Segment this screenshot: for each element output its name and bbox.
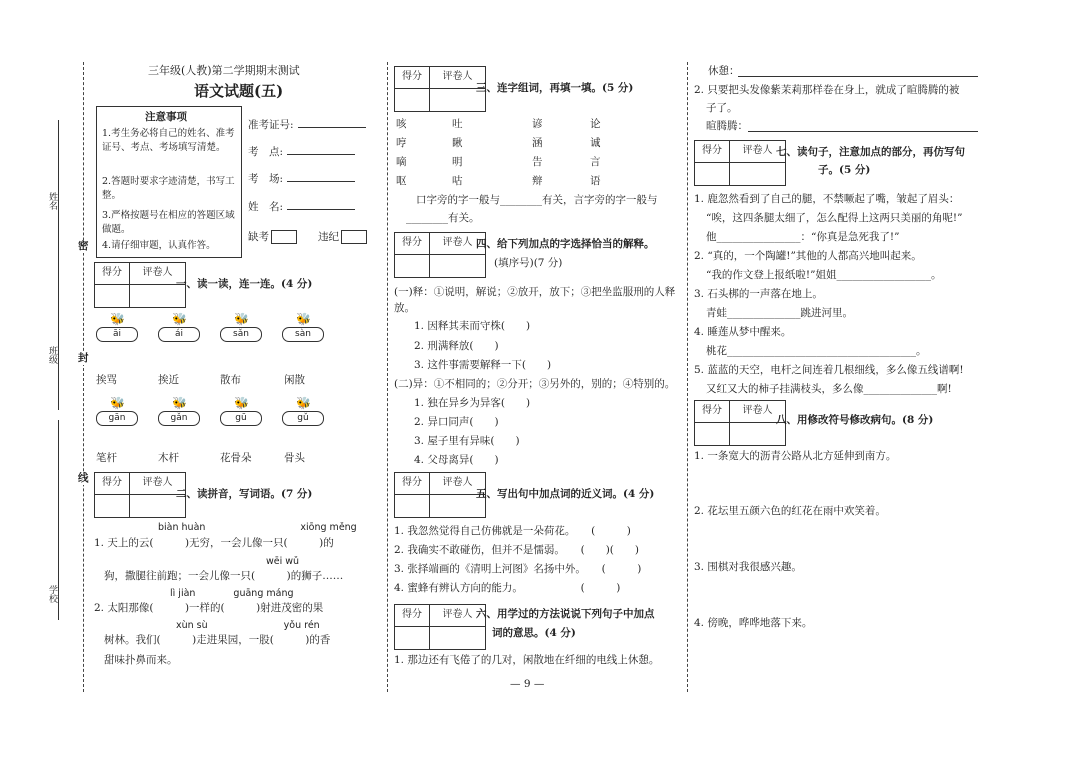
grader-label: 评卷人 <box>442 609 473 620</box>
q1-word-3[interactable]: 散布 <box>220 374 241 386</box>
binding-line-left <box>83 62 84 692</box>
q3-char[interactable]: 咕 <box>452 175 463 187</box>
q2-line-3[interactable]: 2. 太阳那像( )一样的( )射进茂密的果 <box>94 602 324 614</box>
column-divider-1 <box>387 62 388 692</box>
notice-item-3: 3.严格按题号在相应的答题区域做题。 <box>102 210 235 235</box>
q6-title-2: 词的意思。(4 分) <box>492 627 576 639</box>
q1-title: 一、读一读，连一连。(4 分) <box>176 278 313 290</box>
field-exam-id-label: 准考证号: <box>248 119 294 131</box>
score-box-q1 <box>94 262 186 308</box>
page-number: — 9 — <box>510 678 545 690</box>
q3-char[interactable]: 语 <box>590 175 601 187</box>
score-box-q5 <box>394 472 486 518</box>
q2-pinyin-2: wēi wǔ <box>266 556 300 567</box>
bee-pinyin-7[interactable] <box>220 396 260 426</box>
q8-item-3[interactable]: 3. 围棋对我很感兴趣。 <box>694 561 802 573</box>
score-box-q8 <box>694 400 786 446</box>
grader-label: 评卷人 <box>742 145 773 156</box>
margin-school-line <box>58 420 59 620</box>
pinyin-label: sǎn <box>220 327 262 342</box>
bee-icon: 🐝 <box>234 396 249 410</box>
q8-item-1[interactable]: 1. 一条宽大的沥青公路从北方延伸到南方。 <box>694 450 897 462</box>
q4-part2-item-1[interactable]: 1. 独在异乡为异客( ) <box>414 397 531 409</box>
q6-answer-label-2: 暄腾腾： <box>706 120 748 132</box>
bee-pinyin-1[interactable] <box>96 312 136 342</box>
pinyin-label: gān <box>96 411 138 426</box>
grader-label: 评卷人 <box>442 237 473 248</box>
field-name-label: 姓 名: <box>248 201 284 213</box>
bee-icon: 🐝 <box>172 396 187 410</box>
q5-item-2[interactable]: 2. 我确实不敢碰伤，但并不是懦弱。 ( )( ) <box>394 544 639 556</box>
bee-pinyin-4[interactable] <box>282 312 322 342</box>
q6-item-2-cont: 子了。 <box>706 102 738 114</box>
q5-item-4[interactable]: 4. 蜜蜂有辨认方向的能力。 ( ) <box>394 582 621 594</box>
score-label: 得分 <box>402 237 422 248</box>
q3-fill-line-1[interactable]: 口字旁的字一般与________有关，言字旁的字一般与 <box>416 194 658 206</box>
q2-line-2[interactable]: 狗，撒腿往前跑；一会儿像一只( )的狮子…… <box>104 570 344 582</box>
score-label: 得分 <box>702 145 722 156</box>
binding-mark-xian: 线 <box>78 472 89 484</box>
q7-title-2: 子。(5 分) <box>818 164 871 176</box>
binding-mark-mi: 密 <box>78 240 89 252</box>
q7-line-8: 4. 睡莲从梦中醒来。 <box>694 326 792 338</box>
score-box-q4 <box>394 232 486 278</box>
field-exam-room-blank[interactable] <box>287 170 355 182</box>
q7-line-5[interactable]: “我的作文登上报纸啦!”姐姐__________________。 <box>706 269 942 281</box>
violation-box[interactable] <box>341 230 367 244</box>
q7-line-4: 2. “真的，一个陶罐!”其他的人都高兴地叫起来。 <box>694 250 922 262</box>
notice-title: 注意事项 <box>145 111 187 123</box>
q3-char[interactable]: 告 <box>532 156 543 168</box>
q1-word-7[interactable]: 花骨朵 <box>220 452 252 464</box>
q3-char[interactable]: 谚 <box>532 118 543 130</box>
q7-line-3[interactable]: 他________________：“你真是急死我了!” <box>706 231 900 243</box>
pinyin-label: āi <box>96 327 138 342</box>
q7-line-9[interactable]: 桃花____________________________________。 <box>706 345 927 357</box>
q3-char[interactable]: 嘀 <box>396 156 407 168</box>
q7-line-1: 1. 鹿忽然看到了自己的腿，不禁噘起了嘴，皱起了眉头： <box>694 193 960 205</box>
violation-checkbox[interactable] <box>318 230 367 244</box>
notice-item-2: 2.答题时要求字迹清楚，书写工整。 <box>102 176 235 201</box>
q3-char[interactable]: 明 <box>452 156 463 168</box>
q7-line-10: 5. 蓝蓝的天空，电杆之间连着几根细线，多么像五线谱啊! <box>694 364 964 376</box>
margin-class-label: 班级 <box>47 346 57 364</box>
field-exam-room-label: 考 场: <box>248 173 284 185</box>
q3-char[interactable]: 呕 <box>396 175 407 187</box>
q6-item-1: 1. 那边还有飞倦了的几对，闲散地在纤细的电线上休憩。 <box>394 654 660 666</box>
q3-char[interactable]: 言 <box>590 156 601 168</box>
pinyin-label: gū <box>220 411 262 426</box>
q2-pinyin-1: biàn huàn xiōng měng <box>158 522 357 533</box>
field-exam-id[interactable] <box>248 116 366 132</box>
grader-label: 评卷人 <box>442 71 473 82</box>
q7-line-11[interactable]: 又红又大的柿子挂满枝头，多么像______________啊! <box>706 383 952 395</box>
q3-char[interactable]: 哼 <box>396 137 407 149</box>
bee-pinyin-6[interactable] <box>158 396 198 426</box>
q5-item-3[interactable]: 3. 张择端画的《清明上河图》名扬中外。 ( ) <box>394 563 642 575</box>
q1-word-5[interactable]: 笔杆 <box>96 452 117 464</box>
grader-label: 评卷人 <box>442 477 473 488</box>
q5-title: 五、写出句中加点词的近义词。(4 分) <box>476 488 655 500</box>
field-exam-site-label: 考 点: <box>248 146 284 158</box>
q3-char[interactable]: 辩 <box>532 175 543 187</box>
pinyin-label: gǎn <box>158 411 200 426</box>
q4-part2-item-3[interactable]: 3. 屋子里有异味( ) <box>414 435 520 447</box>
grader-label: 评卷人 <box>742 405 773 416</box>
q8-item-2[interactable]: 2. 花坛里五颜六色的红花在雨中欢笑着。 <box>694 505 886 517</box>
q6-title: 六、用学过的方法说说下列句子中加点 <box>476 608 655 620</box>
score-label: 得分 <box>702 405 722 416</box>
pinyin-label: ái <box>158 327 200 342</box>
q3-char[interactable]: 论 <box>590 118 601 130</box>
margin-school-label: 学校 <box>47 585 57 603</box>
q4-title: 四、给下列加点的字选择恰当的解释。 <box>476 238 655 250</box>
q3-char[interactable]: 瞅 <box>452 137 463 149</box>
field-name-blank[interactable] <box>287 198 355 210</box>
score-label: 得分 <box>102 477 122 488</box>
field-exam-site[interactable] <box>248 143 355 159</box>
q4-part2-item-4[interactable]: 4. 父母离异( ) <box>414 454 499 466</box>
q7-line-2: “唉，这四条腿太细了，怎么配得上这两只美丽的角呢!” <box>706 212 963 224</box>
q7-line-7[interactable]: 青蛙______________跳进河里。 <box>706 307 853 319</box>
q3-title: 三、连字组词，再填一填。(5 分) <box>476 82 634 94</box>
q3-char[interactable]: 吐 <box>452 118 463 130</box>
pinyin-label: sàn <box>282 327 324 342</box>
q4-part1-item-1[interactable]: 1. 因释其耒而守株( ) <box>414 320 531 332</box>
q4-part1-item-3[interactable]: 3. 这件事需要解释一下( ) <box>414 359 552 371</box>
q5-item-1[interactable]: 1. 我忽然觉得自己仿佛就是一朵荷花。 ( ) <box>394 525 631 537</box>
bee-icon: 🐝 <box>110 312 125 326</box>
q2-line-5: 甜味扑鼻而来。 <box>104 654 178 666</box>
bee-icon: 🐝 <box>234 312 249 326</box>
q1-word-1[interactable]: 挨骂 <box>96 374 117 386</box>
q6-item-2: 2. 只要把头发像紫茉莉那样卷在身上，就成了暄腾腾的被 <box>694 84 960 96</box>
bee-icon: 🐝 <box>172 312 187 326</box>
absent-label: 缺考 <box>248 231 269 243</box>
q6-answer-label-1: 休憩： <box>708 65 740 77</box>
exam-title: 语文试题(五) <box>194 82 284 100</box>
q7-line-6: 3. 石头梆的一声落在地上。 <box>694 288 823 300</box>
bee-pinyin-8[interactable] <box>282 396 322 426</box>
q2-title: 二、读拼音，写词语。(7 分) <box>176 488 313 500</box>
margin-class-line <box>58 290 59 410</box>
q3-char[interactable]: 涵 <box>532 137 543 149</box>
q6-answer-line-1[interactable] <box>738 76 978 77</box>
absent-box[interactable] <box>271 230 297 244</box>
score-label: 得分 <box>102 267 122 278</box>
q1-word-8[interactable]: 骨头 <box>284 452 305 464</box>
bee-pinyin-3[interactable] <box>220 312 260 342</box>
score-label: 得分 <box>402 71 422 82</box>
absent-checkbox[interactable] <box>248 230 297 244</box>
field-exam-room[interactable] <box>248 170 355 186</box>
field-exam-id-blank[interactable] <box>298 116 366 128</box>
margin-name-label: 姓名 <box>47 192 57 210</box>
pinyin-label: gǔ <box>282 411 324 426</box>
field-name[interactable] <box>248 198 355 214</box>
q8-item-4[interactable]: 4. 傍晚，哗哗地落下来。 <box>694 617 813 629</box>
score-box-q7 <box>694 140 786 186</box>
q2-pinyin-4: xùn sù yǒu rén <box>176 620 320 631</box>
q6-answer-line-2[interactable] <box>748 131 978 132</box>
q1-word-4[interactable]: 闲散 <box>284 374 305 386</box>
notice-box <box>96 106 242 258</box>
notice-item-4: 4.请仔细审题，认真作答。 <box>102 240 216 251</box>
score-box-q2 <box>94 472 186 518</box>
bee-icon: 🐝 <box>296 312 311 326</box>
q1-word-6[interactable]: 木杆 <box>158 452 179 464</box>
bee-icon: 🐝 <box>110 396 125 410</box>
q8-title: 八、用修改符号修改病句。(8 分) <box>776 414 934 426</box>
score-box-q3 <box>394 66 486 112</box>
q4-subtitle: (填序号)(7 分) <box>494 257 563 269</box>
bee-pinyin-5[interactable] <box>96 396 136 426</box>
q4-part1-item-2[interactable]: 2. 刑满释放( ) <box>414 340 499 352</box>
q7-title: 七、读句子，注意加点的部分，再仿写句 <box>776 146 965 158</box>
q3-char[interactable]: 咳 <box>396 118 407 130</box>
q1-word-2[interactable]: 挨近 <box>158 374 179 386</box>
q4-part2-item-2[interactable]: 2. 异口同声( ) <box>414 416 499 428</box>
q4-part2-definition: (二)异：①不相同的；②分开；③另外的，别的；④特别的。 <box>394 378 676 390</box>
q3-char[interactable]: 诚 <box>590 137 601 149</box>
column-divider-2 <box>687 62 688 692</box>
q2-line-1[interactable]: 1. 天上的云( )无穷，一会儿像一只( )的 <box>94 537 334 549</box>
q2-pinyin-3: lì jiàn guāng máng <box>170 588 294 599</box>
notice-item-1: 1.考生务必将自己的姓名、准考证号、考点、考场填写清楚。 <box>102 128 235 153</box>
binding-mark-feng: 封 <box>78 352 89 364</box>
score-box-q6 <box>394 604 486 650</box>
field-exam-site-blank[interactable] <box>287 143 355 155</box>
q4-part1-definition: (一)释：①说明，解说；②放开，放下；③把坐监服刑的人释放。 <box>394 286 676 314</box>
grader-label: 评卷人 <box>142 267 173 278</box>
bee-icon: 🐝 <box>296 396 311 410</box>
exam-subtitle: 三年级(人教)第二学期期末测试 <box>148 64 300 77</box>
q3-fill-line-2[interactable]: ________有关。 <box>406 212 480 224</box>
score-label: 得分 <box>402 609 422 620</box>
violation-label: 违纪 <box>318 231 339 243</box>
bee-pinyin-2[interactable] <box>158 312 198 342</box>
score-label: 得分 <box>402 477 422 488</box>
q2-line-4[interactable]: 树林。我们( )走进果园，一股( )的香 <box>104 634 331 646</box>
grader-label: 评卷人 <box>142 477 173 488</box>
